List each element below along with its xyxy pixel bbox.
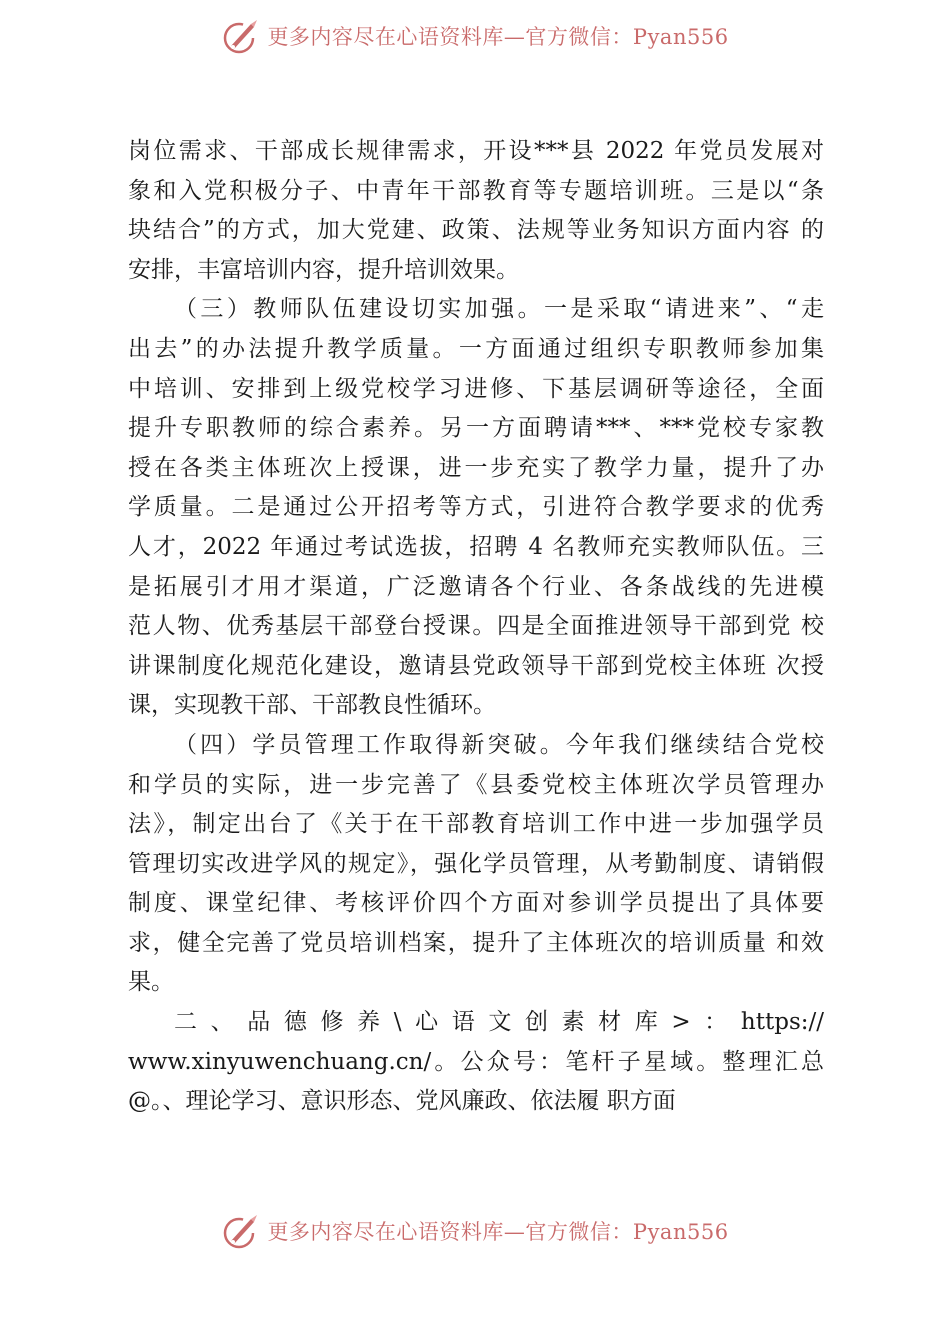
text-line: @。、理论学习、意识形态、党风廉政、依法履 职方面 xyxy=(128,1088,676,1115)
text-line: 和学员的实际，进一步完善了《县委党校主体班次学员管理办 xyxy=(128,771,824,798)
text-line: www.xinyuwenchuang.cn/。公众号：笔杆子星域。整理汇总 xyxy=(128,1048,824,1075)
text-line: 二、品德修养\心语文创素材库>：https:// xyxy=(174,1009,824,1036)
text-line: 出去”的办法提升教学质量。一方面通过组织专职教师参加集 xyxy=(128,335,824,362)
text-line: 课，实现教干部、干部教良性循环。 xyxy=(128,692,496,719)
paragraph xyxy=(128,132,824,290)
text-line: 讲课制度化规范化建设，邀请县党政领导干部到党校主体班 次授 xyxy=(128,652,824,679)
text-line: 块结合”的方式，加大党建、政策、法规等业务知识方面内容 的 xyxy=(128,217,824,244)
quill-pen-logo-icon xyxy=(221,1211,261,1251)
text-line: 制度、课堂纪律、考核评价四个方面对参训学员提出了具体要 xyxy=(128,890,824,917)
footer-banner-text: 更多内容尽在心语资料库—官方微信：Pyan556 xyxy=(267,1220,729,1244)
text-line: 中培训、安排到上级党校学习进修、下基层调研等途径，全面 xyxy=(128,375,824,402)
text-line: 安排，丰富培训内容，提升培训效果。 xyxy=(128,256,519,283)
paragraph xyxy=(128,726,824,1003)
text-line: （三）教师队伍建设切实加强。一是采取“请进来”、“走 xyxy=(174,296,824,323)
text-line: 提升专职教师的综合素养。另一方面聘请***、***党校专家教 xyxy=(128,415,824,442)
text-line: 人才，2022 年通过考试选拔，招聘 4 名教师充实教师队伍。三 xyxy=(128,533,824,560)
text-line: 岗位需求、干部成长规律需求，开设***县 2022 年党员发展对 xyxy=(128,138,824,164)
text-line: 学质量。二是通过公开招考等方式，引进符合教学要求的优秀 xyxy=(128,494,824,521)
text-line: 范人物、优秀基层干部登台授课。四是全面推进领导干部到党 校 xyxy=(128,613,824,640)
text-line: 授在各类主体班次上授课，进一步充实了教学力量，提升了办 xyxy=(128,454,824,481)
header-banner xyxy=(0,14,950,58)
paragraph xyxy=(128,1003,824,1122)
text-line: 果。 xyxy=(128,969,174,996)
text-line: （四）学员管理工作取得新突破。今年我们继续结合党校 xyxy=(174,731,824,758)
text-line: 求，健全完善了党员培训档案，提升了主体班次的培训质量 和效 xyxy=(128,929,824,956)
text-line: 是拓展引才用才渠道，广泛邀请各个行业、各条战线的先进模 xyxy=(128,573,824,600)
document-body xyxy=(128,132,824,1122)
text-line: 法》，制定出台了《关于在干部教育培训工作中进一步加强学员 xyxy=(128,811,824,838)
footer-banner xyxy=(0,1209,950,1253)
header-banner-text: 更多内容尽在心语资料库—官方微信：Pyan556 xyxy=(267,25,729,49)
text-line: 管理切实改进学风的规定》，强化学员管理，从考勤制度、请销假 xyxy=(128,850,824,877)
text-line: 象和入党积极分子、中青年干部教育等专题培训班。三是以“条 xyxy=(128,177,824,204)
paragraph xyxy=(128,290,824,726)
quill-pen-logo-icon xyxy=(221,16,261,56)
